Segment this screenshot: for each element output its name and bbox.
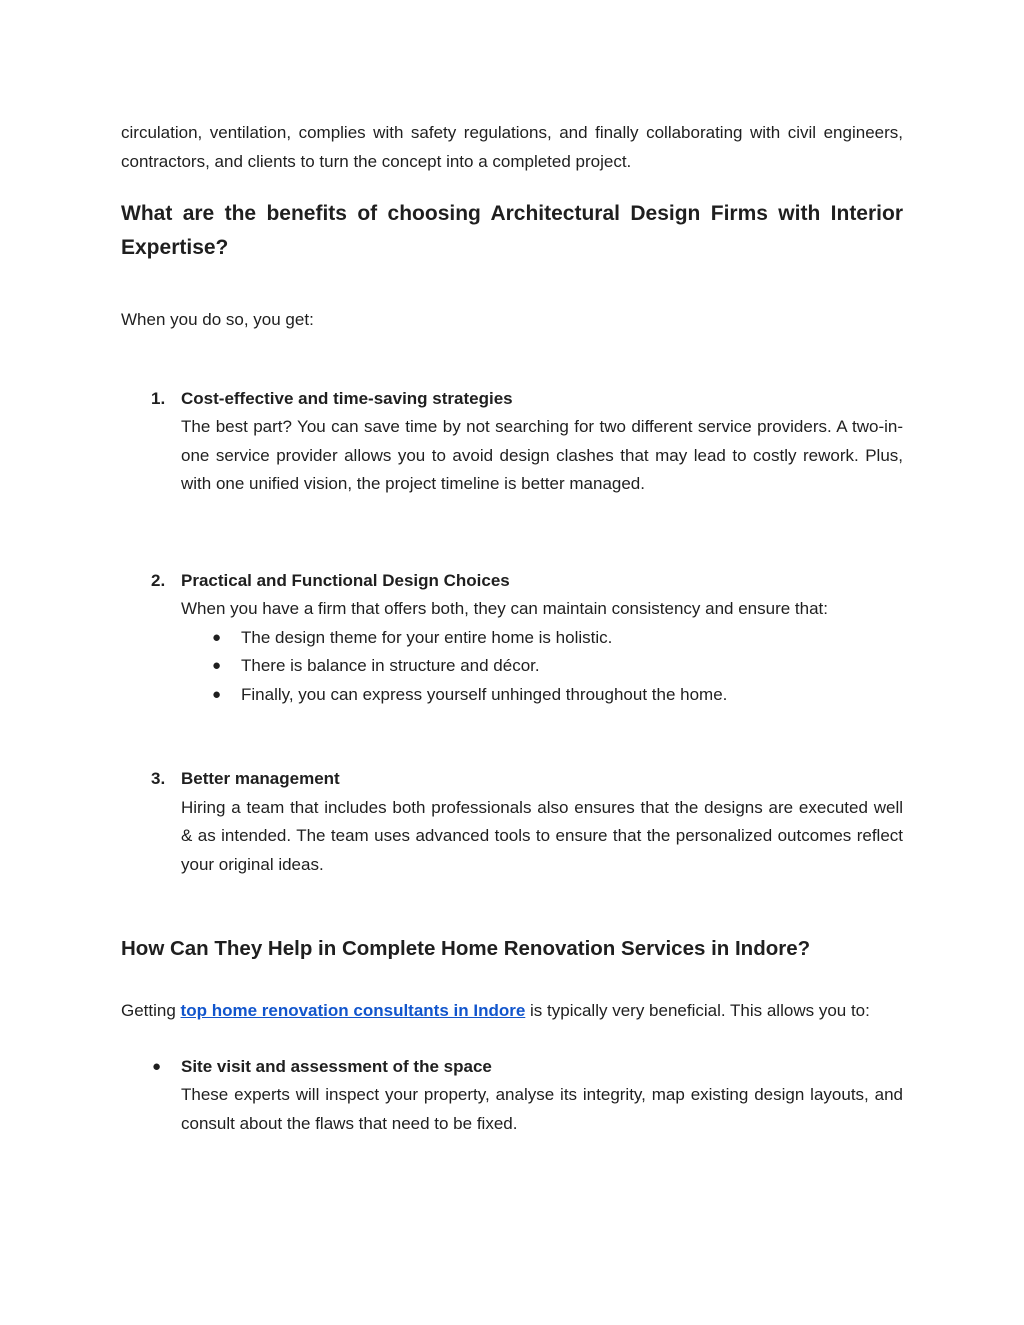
- list-item: [121, 1053, 903, 1139]
- sub-bullet-text: The design theme for your entire home is holistic.: [241, 627, 613, 647]
- item-title: Better management: [181, 769, 340, 788]
- lead-paragraph: When you do so, you get:: [121, 310, 314, 329]
- list-item: [121, 567, 903, 710]
- sub-bullet-item: [181, 624, 903, 653]
- getting-paragraph: [121, 997, 903, 1026]
- sub-bullet-item: [181, 681, 903, 710]
- bullet-icon: ●: [152, 1057, 162, 1075]
- item-title: Site visit and assessment of the space: [181, 1056, 492, 1076]
- item-title: Practical and Functional Design Choices: [181, 570, 510, 590]
- sub-bullet-text: Finally, you can express yourself unhinged throughout the home.: [241, 684, 728, 704]
- sub-bullet-item: [181, 652, 903, 681]
- heading-renovation: How Can They Help in Complete Home Renovation Services in Indore?: [121, 937, 811, 960]
- getting-text-before: Getting: [121, 1001, 181, 1020]
- item-title: Cost-effective and time-saving strategies: [181, 388, 513, 408]
- bullet-icon: ●: [212, 657, 222, 674]
- heading-benefits: What are the benefits of choosing Architectural Design Firms with Interior Expertise?: [121, 202, 903, 259]
- list-item: [121, 765, 903, 879]
- list-number: 2.: [151, 570, 166, 590]
- item-text: These experts will inspect your property, analyse its integrity, map existing design layouts, and consult about the flaws that need to be fixed.: [181, 1085, 903, 1133]
- intro-paragraph: circulation, ventilation, complies with safety regulations, and finally collaborating with civil engineers, contractors, and clients to turn the concept into a completed project.: [121, 123, 903, 171]
- item-text: The best part? You can save time by not searching for two different service providers. A two-in-one service provider allows you to avoid design clashes that may lead to costly rework. Plus, with one unified vision, the project timeline is better managed.: [181, 417, 903, 493]
- bullet-icon: ●: [212, 628, 222, 646]
- list-number: 3.: [151, 769, 166, 788]
- renovation-list: [121, 1053, 903, 1139]
- item-text: When you have a firm that offers both, they can maintain consistency and ensure that:: [181, 599, 828, 618]
- sub-bullet-list: [181, 624, 903, 710]
- list-item: [121, 385, 903, 499]
- benefits-list: [121, 385, 903, 880]
- document-page: [121, 119, 903, 1138]
- list-number: 1.: [151, 388, 166, 408]
- getting-text-after: is typically very beneficial. This allows you to:: [525, 1001, 870, 1020]
- item-text: Hiring a team that includes both professionals also ensures that the designs are executed well & as intended. The team uses advanced tools to ensure that the personalized outcomes reflect your original ideas.: [181, 797, 903, 874]
- renovation-consultants-link[interactable]: top home renovation consultants in Indore: [180, 1001, 526, 1020]
- sub-bullet-text: There is balance in structure and décor.: [241, 656, 540, 675]
- bullet-icon: ●: [212, 685, 222, 703]
